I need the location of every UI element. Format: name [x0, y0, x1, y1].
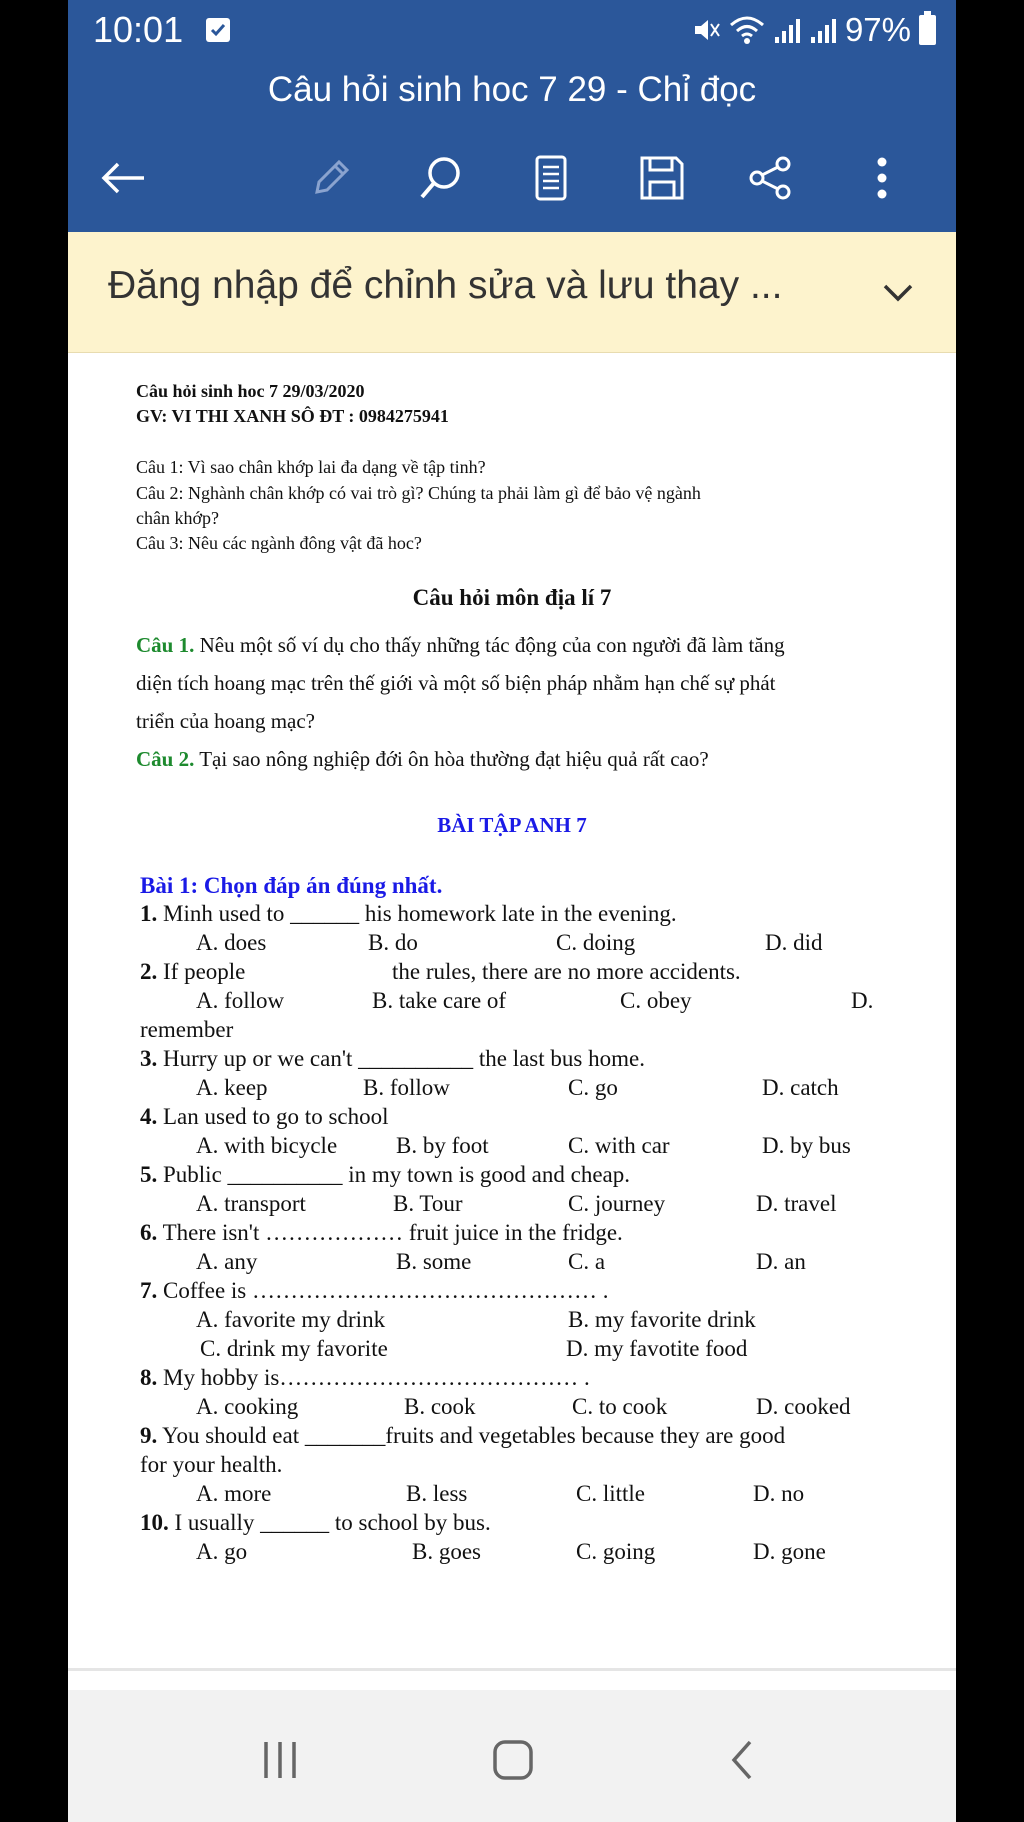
back-nav-button[interactable]: [708, 1730, 778, 1790]
recent-apps-icon: [260, 1738, 300, 1782]
status-icons: [691, 10, 936, 50]
q4-option-a: A. with bicycle: [196, 1133, 338, 1158]
teacher-info: GV: VI THI XANH SÔ ĐT : 0984275941: [136, 406, 449, 426]
geography-q1-label: Câu 1.: [136, 633, 195, 657]
more-options-button[interactable]: [854, 150, 910, 206]
q9-option-c: C. little: [576, 1481, 645, 1506]
battery-icon: [919, 15, 936, 45]
notification-check-icon: [206, 18, 230, 42]
mute-icon: [691, 15, 721, 45]
toolbar: [68, 140, 956, 210]
q1-option-a: A. does: [196, 930, 267, 955]
share-icon: [747, 154, 795, 202]
q6-option-c: C. a: [568, 1249, 606, 1274]
q6-option-a: A. any: [196, 1249, 258, 1274]
geography-q1-line2: diện tích hoang mạc trên thế giới và một số biện pháp nhằm hạn chế sự phát: [136, 671, 776, 695]
q1-option-c: C. doing: [556, 930, 636, 955]
geography-q2-label: Câu 2.: [136, 747, 195, 771]
q2-option-c: C. obey: [620, 988, 692, 1013]
q10-option-b: B. goes: [412, 1539, 481, 1564]
q8-option-c: C. to cook: [572, 1394, 668, 1419]
geography-question-1: [136, 633, 785, 658]
q5-option-c: C. journey: [568, 1191, 666, 1216]
q8-option-d: D. cooked: [756, 1394, 851, 1419]
q4-option-c: C. with car: [568, 1133, 670, 1158]
q3-option-b: B. follow: [363, 1075, 450, 1100]
sign-in-banner[interactable]: [68, 232, 956, 353]
chevron-left-icon: [728, 1738, 758, 1782]
english-exercise-title: Bài 1: Chọn đáp án đúng nhất.: [140, 873, 443, 898]
document-title: Câu hỏi sinh hoc 7 29 - Chỉ đọc: [267, 70, 757, 109]
home-icon: [491, 1738, 535, 1782]
navigation-bar: [68, 1690, 956, 1822]
search-icon: [416, 153, 466, 203]
biology-question-2-cont: chân khớp?: [136, 508, 219, 528]
q7-option-a: A. favorite my drink: [196, 1307, 386, 1332]
q9-option-d: D. no: [753, 1481, 805, 1506]
sign-in-banner-text: Đăng nhập để chỉnh sửa và lưu thay ...: [108, 264, 783, 307]
q8-option-a: A. cooking: [196, 1394, 299, 1419]
geography-q2-text: Tại sao nông nghiệp đới ôn hòa thường đạt hiệu quả rất cao?: [199, 747, 709, 771]
q4-option-d: D. by bus: [762, 1133, 851, 1158]
pencil-icon: [307, 154, 355, 202]
phone-screen: [68, 0, 956, 1822]
q10-option-a: A. go: [196, 1539, 248, 1564]
reading-view-button[interactable]: [523, 150, 579, 206]
signal-icon-1: [773, 15, 801, 45]
q2-option-d-cont: remember: [140, 1017, 234, 1042]
mobile-view-icon: [531, 153, 571, 203]
q1-option-b: B. do: [368, 930, 418, 955]
q7-option-c: C. drink my favorite: [200, 1336, 388, 1361]
share-button[interactable]: [743, 150, 799, 206]
q9-option-b: B. less: [406, 1481, 468, 1506]
q3-option-d: D. catch: [762, 1075, 839, 1100]
q3-option-a: A. keep: [196, 1075, 268, 1100]
signal-icon-2: [809, 15, 837, 45]
english-question-9-cont: for your health.: [140, 1452, 283, 1477]
q5-option-d: D. travel: [756, 1191, 837, 1216]
english-question-8: 8. My hobby is………………………………… .: [140, 1365, 590, 1390]
q7-option-d: D. my favotite food: [566, 1336, 748, 1361]
home-button[interactable]: [478, 1730, 548, 1790]
recent-apps-button[interactable]: [245, 1730, 315, 1790]
q8-option-b: B. cook: [404, 1394, 476, 1419]
english-question-5: 5. Public __________ in my town is good and cheap.: [140, 1162, 630, 1187]
q2-option-a: A. follow: [196, 988, 285, 1013]
english-title: BÀI TẬP ANH 7: [437, 813, 587, 837]
english-question-7: 7. Coffee is ……………………………………… .: [140, 1278, 609, 1303]
q1-option-d: D. did: [765, 930, 823, 955]
q5-option-b: B. Tour: [393, 1191, 463, 1216]
q10-option-d: D. gone: [753, 1539, 826, 1564]
english-question-3: 3. Hurry up or we can't __________ the last bus home.: [140, 1046, 645, 1071]
q3-option-c: C. go: [568, 1075, 618, 1100]
chevron-down-icon: [868, 262, 928, 322]
app-header: [68, 0, 956, 232]
save-icon: [638, 154, 686, 202]
more-vertical-icon: [872, 154, 892, 202]
q2-option-d: D.: [851, 988, 874, 1013]
q7-option-b: B. my favorite drink: [568, 1307, 756, 1332]
save-button[interactable]: [634, 150, 690, 206]
q5-option-a: A. transport: [196, 1191, 306, 1216]
biology-question-2: Câu 2: Nghành chân khớp có vai trò gì? Chúng ta phải làm gì để bảo vệ ngành: [136, 483, 701, 503]
q6-option-d: D. an: [756, 1249, 806, 1274]
geography-q1-text: Nêu một số ví dụ cho thấy những tác động của con người đã làm tăng: [199, 633, 785, 657]
english-question-2: 2. If people: [140, 959, 246, 984]
q6-option-b: B. some: [396, 1249, 472, 1274]
geography-q1-line3: triển của hoang mạc?: [136, 709, 315, 733]
q4-option-b: B. by foot: [396, 1133, 489, 1158]
q9-option-a: A. more: [196, 1481, 272, 1506]
q10-option-c: C. going: [576, 1539, 656, 1564]
document-page[interactable]: [68, 353, 956, 1673]
english-question-10: 10. I usually ______ to school by bus.: [140, 1510, 491, 1535]
geography-question-2: [136, 747, 709, 772]
battery-percent: 97%: [844, 11, 911, 48]
back-button[interactable]: [95, 150, 151, 206]
arrow-left-icon: [98, 158, 148, 198]
expand-banner-button[interactable]: [868, 262, 928, 322]
biology-heading: Câu hỏi sinh hoc 7 29/03/2020: [136, 381, 365, 401]
q2-option-b: B. take care of: [372, 988, 507, 1013]
english-question-9: 9. You should eat _______fruits and vegetables because they are good: [140, 1423, 786, 1448]
english-question-1: 1. Minh used to ______ his homework late in the evening.: [140, 901, 677, 926]
search-button[interactable]: [413, 150, 469, 206]
english-question-4: 4. Lan used to go to school: [140, 1104, 389, 1129]
english-question-2-cont: the rules, there are no more accidents.: [392, 959, 741, 984]
english-question-6: 6. There isn't ……………… fruit juice in the fridge.: [140, 1220, 623, 1245]
page-divider: [68, 1668, 956, 1671]
biology-question-1: Câu 1: Vì sao chân khớp lai đa dạng về tập tinh?: [136, 457, 486, 477]
edit-button[interactable]: [303, 150, 359, 206]
status-bar: [68, 0, 956, 60]
geography-title: Câu hỏi môn địa lí 7: [412, 585, 612, 610]
biology-question-3: Câu 3: Nêu các ngành đông vật đã hoc?: [136, 533, 422, 553]
wifi-icon: [729, 15, 765, 45]
status-time: 10:01: [93, 9, 184, 50]
